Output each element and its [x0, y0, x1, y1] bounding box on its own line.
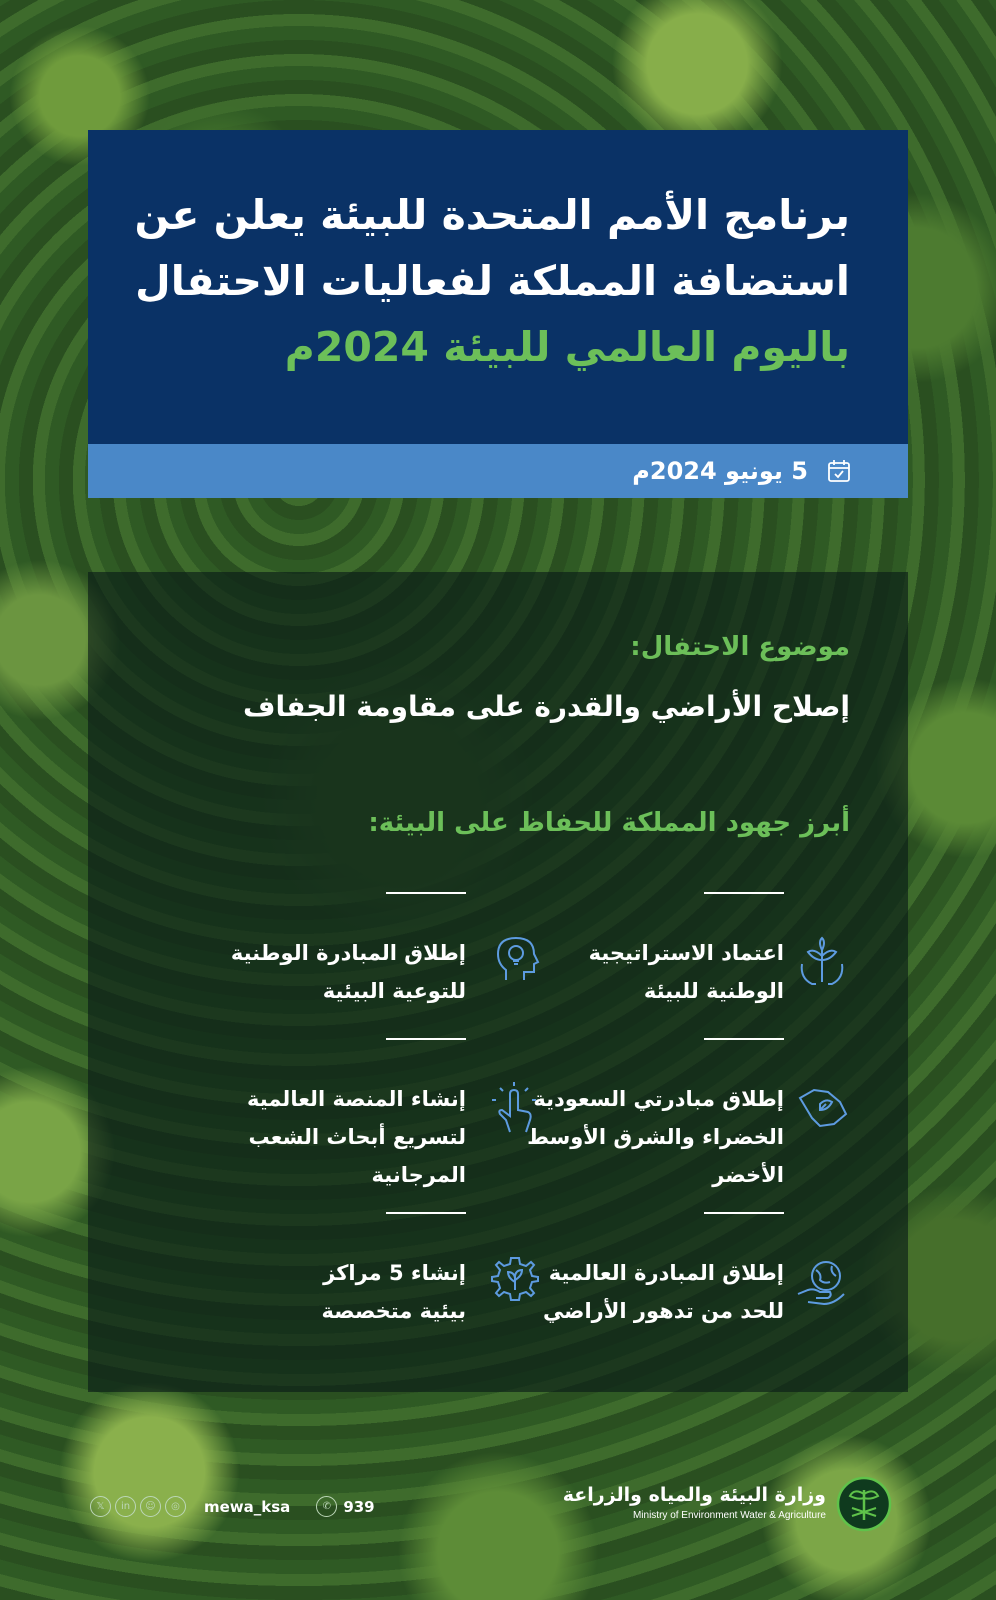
x-icon[interactable]: 𝕏 [90, 1496, 111, 1517]
effort-item-6 [136, 1212, 466, 1342]
calendar-check-icon [826, 458, 852, 484]
efforts-label: أبرز جهود المملكة للحفاظ على البيئة: [368, 808, 850, 838]
divider [704, 1212, 784, 1214]
effort-item-4 [136, 1038, 466, 1198]
effort-5-line-2: للحد من تدهور الأراضي [542, 1299, 784, 1323]
phone-label: 939 [343, 1497, 375, 1516]
linkedin-icon[interactable]: in [115, 1496, 136, 1517]
event-date: 5 يونيو 2024م [632, 457, 808, 485]
effort-4-line-3: المرجانية [371, 1163, 466, 1187]
title-line-1: برنامج الأمم المتحدة للبيئة يعلن عن [134, 191, 850, 239]
effort-4-line-1: إنشاء المنصة العالمية [247, 1087, 466, 1111]
page-title [135, 182, 851, 380]
saudi-map-leaf-icon [794, 1080, 850, 1140]
effort-6-line-2: بيئية متخصصة [321, 1299, 466, 1323]
divider [386, 1038, 466, 1040]
effort-1-line-1: اعتماد الاستراتيجية [588, 941, 784, 965]
effort-item-1 [520, 892, 850, 1012]
effort-3-line-2: الخضراء والشرق الأوسط [527, 1125, 784, 1149]
date-bar [88, 444, 908, 498]
effort-6-line-1: إنشاء 5 مراكز [323, 1261, 466, 1285]
effort-item-5 [520, 1212, 850, 1342]
social-handle[interactable]: mewa_ksa [204, 1497, 291, 1516]
effort-4-line-2: لتسريع أبحاث الشعب [248, 1125, 466, 1149]
content-panel [88, 572, 908, 1392]
phone-number[interactable] [316, 1496, 374, 1517]
snapchat-icon[interactable]: ☺ [140, 1496, 161, 1517]
gear-leaf-icon [490, 1254, 540, 1308]
head-lightbulb-icon [494, 934, 540, 988]
theme-label: موضوع الاحتفال: [630, 632, 850, 662]
effort-5-line-1: إطلاق المبادرة العالمية [548, 1261, 784, 1285]
footer [0, 1470, 996, 1550]
effort-3-line-3: الأخضر [712, 1163, 784, 1187]
theme-text: إصلاح الأراضي والقدرة على مقاومة الجفاف [243, 690, 850, 723]
hands-plant-icon [794, 934, 850, 994]
hand-globe-icon [794, 1254, 850, 1314]
divider [704, 1038, 784, 1040]
effort-item-3 [520, 1038, 850, 1198]
ministry-name-ar: وزارة البيئة والمياه والزراعة [562, 1484, 826, 1506]
effort-2-line-1: إطلاق المبادرة الوطنية [230, 941, 466, 965]
effort-2-line-2: للتوعية البيئية [322, 979, 466, 1003]
header-panel [88, 130, 908, 444]
hand-pointer-icon [484, 1080, 544, 1144]
effort-item-2 [136, 892, 466, 1012]
divider [386, 892, 466, 894]
phone-icon: ✆ [316, 1496, 337, 1517]
ministry-logo [836, 1476, 892, 1536]
instagram-icon[interactable]: ◎ [165, 1496, 186, 1517]
ministry-name [563, 1484, 826, 1521]
effort-3-line-1: إطلاق مبادرتي السعودية [533, 1087, 784, 1111]
divider [386, 1212, 466, 1214]
ministry-name-en: Ministry of Environment Water & Agriculture [632, 1510, 826, 1521]
social-links [90, 1496, 375, 1517]
title-line-3: باليوم العالمي للبيئة 2024م [284, 323, 850, 371]
title-line-2: استضافة المملكة لفعاليات الاحتفال [135, 257, 850, 305]
divider [704, 892, 784, 894]
effort-1-line-2: الوطنية للبيئة [643, 979, 784, 1003]
